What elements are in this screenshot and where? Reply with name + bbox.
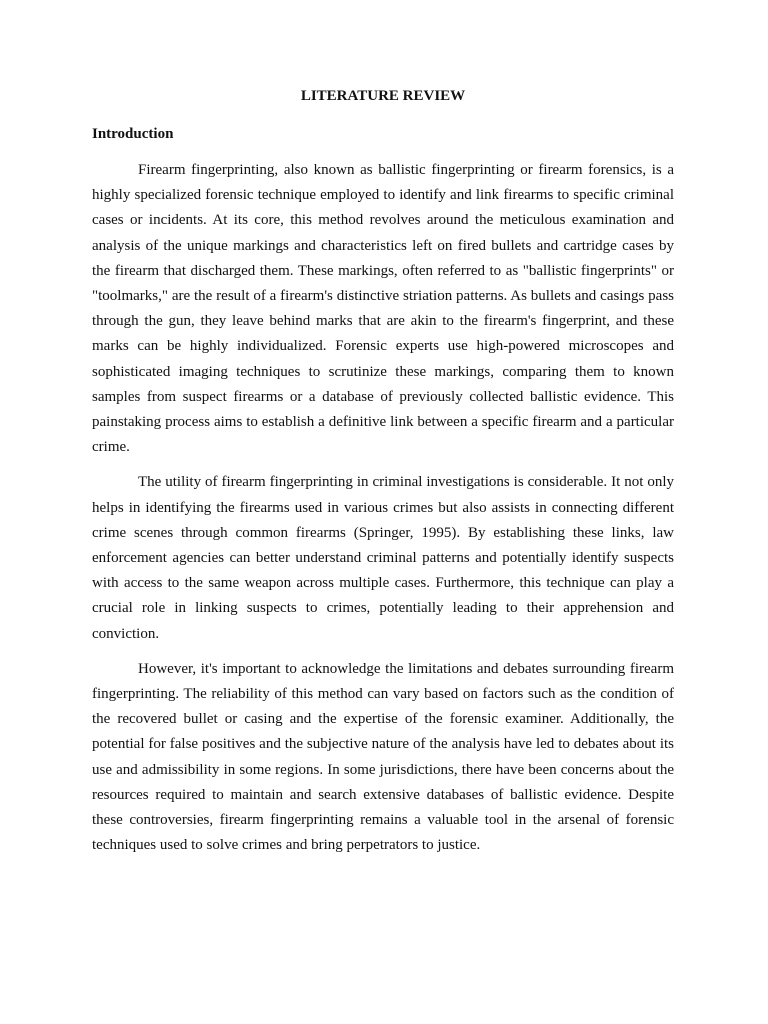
body-paragraph-2: The utility of firearm fingerprinting in criminal investigations is considerable. It not only helps in identifying the firearms used in various crimes but also assists in connecting different crime scenes through common firearms (Springer, 1995). By establishing these links, law enforcement agencies can better understand criminal patterns and potentially identify suspects with access to the same weapon across multiple cases. Furthermore, this technique can play a crucial role in linking suspects to crimes, potentially leading to their apprehension and conviction. bbox=[92, 474, 674, 642]
document-title: LITERATURE REVIEW bbox=[300, 88, 466, 104]
section-heading-introduction: Introduction bbox=[92, 126, 174, 142]
body-paragraph-3: However, it's important to acknowledge the limitations and debates surrounding firearm fingerprinting. The reliability of this method can vary based on factors such as the condition of the recovered bullet or casing and the expertise of the forensic examiner. Additionally, the potential for false positives and the subjective nature of the analysis have led to debates about its use and admissibility in some regions. In some jurisdictions, there have been concerns about the resources required to maintain and search extensive databases of ballistic evidence. Despite these controversies, firearm fingerprinting remains a valuable tool in the arsenal of forensic techniques used to solve crimes and bring perpetrators to justice. bbox=[92, 660, 674, 854]
document-page bbox=[92, 84, 674, 868]
body-paragraph-1: Firearm fingerprinting, also known as ballistic fingerprinting or firearm forensics, is a highly specialized forensic technique employed to identify and link firearms to specific criminal cases or incidents. At its core, this method revolves around the meticulous examination and analysis of the unique markings and characteristics left on fired bullets and cartridge cases by the firearm that discharged them. These markings, often referred to as "ballistic fingerprints" or "toolmarks," are the result of a firearm's distinctive striation patterns. As bullets and casings pass through the gun, they leave behind marks that are akin to the firearm's fingerprint, and these marks can be highly individualized. Forensic experts use high-powered microscopes and sophisticated imaging techniques to scrutinize these markings, comparing them to known samples from suspect firearms or a database of previously collected ballistic evidence. This painstaking process aims to establish a definitive link between a specific firearm and a particular crime. bbox=[92, 162, 674, 456]
